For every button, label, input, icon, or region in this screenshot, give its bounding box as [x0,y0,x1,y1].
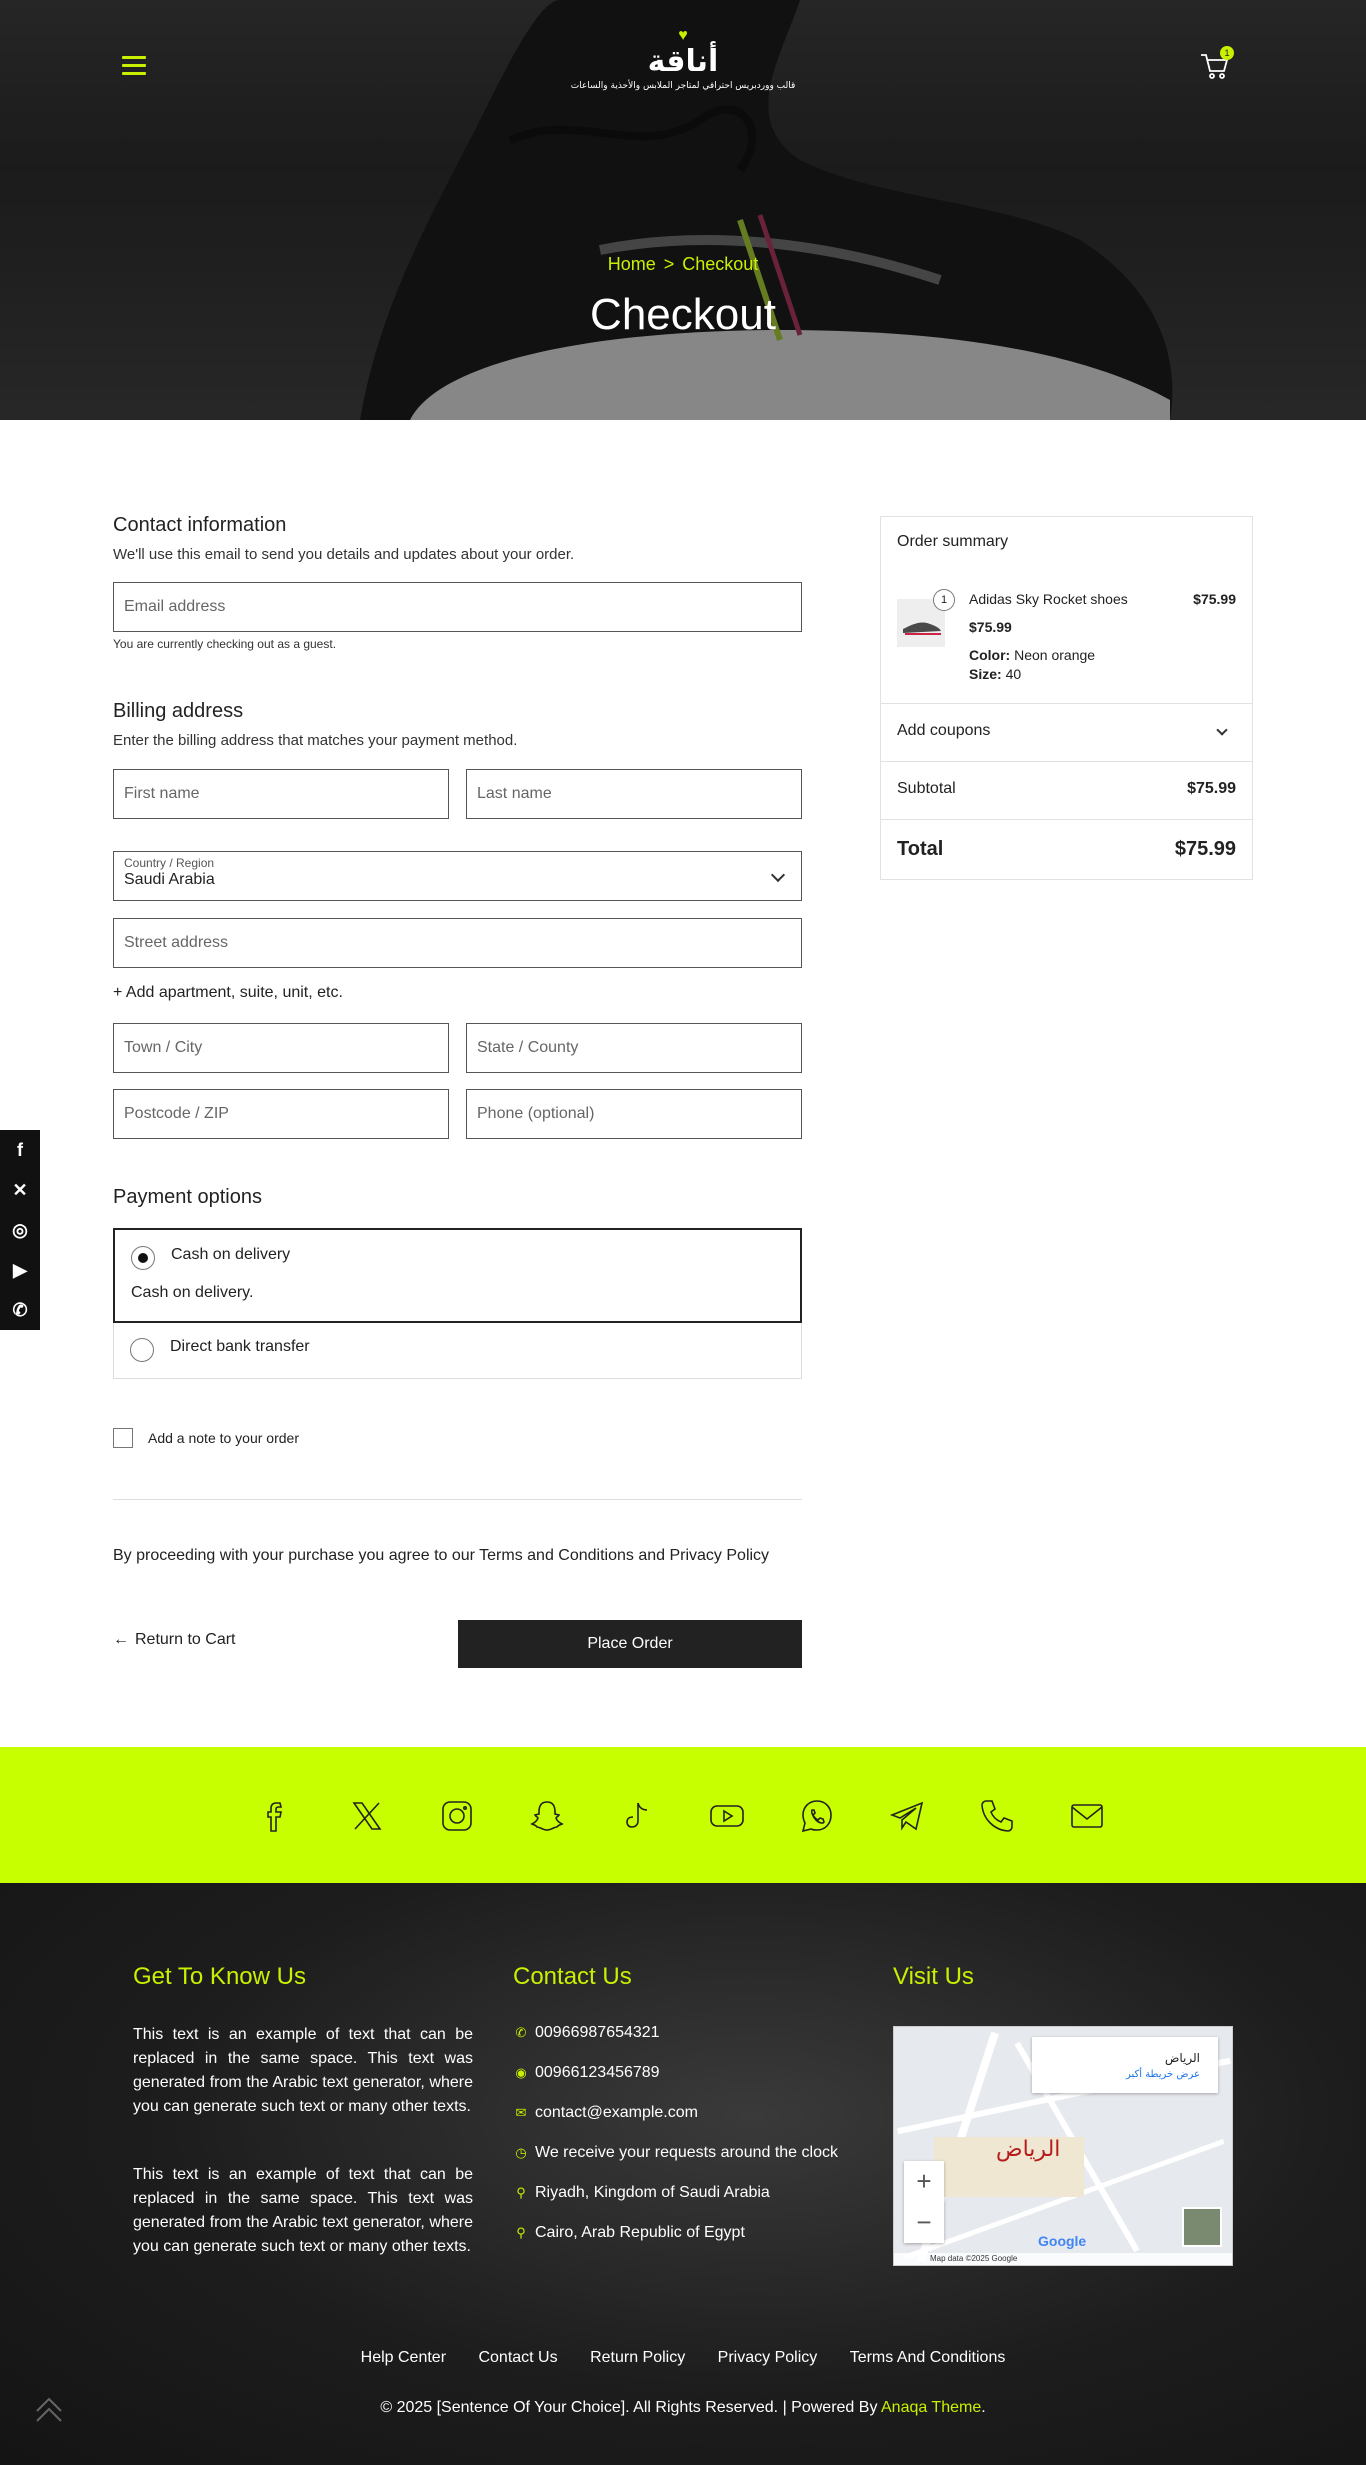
satellite-toggle[interactable] [1182,2207,1222,2247]
cart-count-badge: 1 [1220,46,1234,60]
terms-text: By proceeding with your purchase you agree to our Terms and Conditions and Privacy Policy [113,1547,770,1564]
product-name: Adidas Sky Rocket shoes [969,591,1128,607]
street-field[interactable] [113,918,802,968]
breadcrumb-separator: > [663,254,675,274]
about-paragraph-2: This text is an example of text that can be replaced in the same space. This text was generated from the Arabic text generator, where you can generate such text or many other texts. [133,2166,473,2255]
city-field[interactable] [113,1023,449,1073]
subtotal-row [881,761,1252,819]
embedded-map[interactable] [893,2026,1233,2266]
map-city-label: الرياض [996,2137,1061,2162]
map-zoom-controls [904,2161,944,2243]
bank-label: Direct bank transfer [170,1338,310,1355]
contact-whatsapp[interactable] [513,2064,660,2082]
cod-label: Cash on delivery [171,1246,291,1263]
last-name-field[interactable] [466,769,802,819]
page-title: Checkout [590,290,776,339]
product-line-total: $75.99 [1193,591,1236,607]
product-unit-price: $75.99 [969,619,1012,635]
snapchat-icon[interactable] [526,1795,568,1837]
postcode-field[interactable] [113,1089,449,1139]
instagram-icon[interactable] [436,1795,478,1837]
state-input[interactable] [477,1039,791,1057]
subtotal-value: $75.99 [1187,780,1236,797]
payment-section-title: Payment options [113,1186,262,1208]
about-title: Get To Know Us [133,1963,306,1990]
product-quantity-badge: 1 [933,589,955,611]
contact-title: Contact Us [513,1963,632,1990]
breadcrumb-home[interactable]: Home [607,254,656,274]
summary-title: Order summary [897,533,1009,550]
whatsapp-icon[interactable]: ✆ [12,1299,28,1320]
total-row [881,819,1252,879]
cod-description: Cash on delivery. [131,1284,254,1301]
bank-radio[interactable] [130,1338,154,1362]
scroll-to-top-icon[interactable] [32,2391,66,2425]
contact-location-2 [513,2224,745,2242]
add-apartment-link[interactable]: + Add apartment, suite, unit, etc. [113,984,343,1001]
cart-button[interactable] [1200,48,1232,82]
order-note-label[interactable]: Add a note to your order [148,1430,299,1446]
guest-note: You are currently checking out as a guest. [113,637,337,651]
color-label: Color: [969,647,1011,663]
logo-mark-icon: ♥ [678,27,688,44]
site-footer [0,1883,1366,2465]
map-attribution: Map data ©2025 Google [894,2253,1233,2265]
street-input[interactable] [124,934,791,952]
mail-icon: ✉ [515,2105,527,2120]
contact-us-link[interactable]: Contact Us [478,2349,558,2366]
color-value: Neon orange [1014,647,1096,663]
billing-section-title: Billing address [113,700,244,722]
facebook-icon[interactable] [256,1795,298,1837]
phone-field[interactable] [466,1089,802,1139]
x-icon[interactable]: ✕ [12,1179,28,1200]
facebook-icon[interactable]: f [17,1139,23,1160]
menu-icon[interactable] [122,56,146,76]
x-icon[interactable] [346,1795,388,1837]
return-label: Return to Cart [135,1631,236,1648]
country-value: Saudi Arabia [124,871,215,888]
instagram-icon[interactable]: ◎ [12,1219,28,1240]
state-field[interactable] [466,1023,802,1073]
whatsapp-icon[interactable] [796,1795,838,1837]
product-size [969,666,1021,682]
terms-link[interactable]: Terms And Conditions [849,2349,1006,2366]
first-name-input[interactable] [124,785,438,803]
contact-location-1 [513,2184,770,2202]
copyright-text: © 2025 [Sentence Of Your Choice]. All Rights Reserved. | Powered By [380,2399,878,2416]
phone-input[interactable] [477,1105,791,1123]
help-center-link[interactable]: Help Center [360,2349,447,2366]
product-color [969,647,1095,663]
payment-option-cod[interactable] [113,1228,802,1323]
whatsapp-number: 00966123456789 [535,2064,660,2081]
youtube-icon[interactable] [706,1795,748,1837]
city-input[interactable] [124,1039,438,1057]
total-label: Total [897,838,944,860]
site-logo[interactable] [560,28,806,92]
contact-hours [513,2144,838,2162]
social-icons-band [0,1747,1366,1883]
last-name-input[interactable] [477,785,791,803]
size-value: 40 [1005,666,1022,682]
return-policy-link[interactable]: Return Policy [590,2349,686,2366]
email-input[interactable] [124,598,791,616]
whatsapp-icon: ◉ [515,2065,527,2080]
order-note-checkbox[interactable] [113,1428,133,1448]
cod-radio[interactable] [131,1246,155,1270]
contact-section-title: Contact information [113,514,287,536]
copyright [0,2399,1366,2417]
mail-icon[interactable] [1066,1795,1108,1837]
map-info-card [1032,2037,1218,2093]
zoom-in-button[interactable]: + [916,2166,932,2196]
location-2: Cairo, Arab Republic of Egypt [535,2224,745,2241]
tiktok-icon[interactable] [616,1795,658,1837]
breadcrumb [0,254,1366,275]
copyright-dot: . [981,2399,986,2416]
clock-icon: ◷ [515,2145,527,2160]
phone-icon[interactable] [976,1795,1018,1837]
contact-section-subtitle: We'll use this email to send you details and updates about your order. [113,546,575,563]
map-place-name: الرياض [1164,2051,1200,2065]
first-name-field[interactable] [113,769,449,819]
location-pin-icon: ⚲ [516,2225,526,2240]
email-address: contact@example.com [535,2104,698,2121]
billing-section-subtitle: Enter the billing address that matches your payment method. [113,732,518,749]
size-label: Size: [969,666,1002,682]
theme-link[interactable]: Anaqa Theme [881,2399,982,2416]
add-coupons-row[interactable] [881,703,1252,761]
logo-name: أناقة [647,44,719,79]
phone-icon: ✆ [515,2025,527,2040]
location-1: Riyadh, Kingdom of Saudi Arabia [535,2184,770,2201]
subtotal-label: Subtotal [897,780,956,797]
postcode-input[interactable] [124,1105,438,1123]
google-logo: Google [1038,2233,1087,2249]
arrow-left-icon: ← [113,1631,129,1648]
email-field[interactable] [113,582,802,632]
logo-tagline: قالب ووردبريس احترافي لمتاجر الملابس والأحذية والساعات [570,81,796,91]
contact-email[interactable] [513,2104,698,2122]
add-coupons-label: Add coupons [897,722,991,739]
side-social-bar [0,1130,40,1330]
view-larger-map-link[interactable]: عرض خريطة أكبر [1125,2069,1200,2080]
payment-option-bank[interactable] [113,1323,802,1379]
chevron-down-icon [1216,724,1227,735]
zoom-out-button[interactable]: − [916,2207,932,2237]
return-to-cart-link[interactable] [113,1631,235,1649]
country-label: Country / Region [124,856,215,870]
contact-phone[interactable] [513,2024,660,2042]
visit-title: Visit Us [893,1963,974,1990]
total-value: $75.99 [1174,838,1236,860]
privacy-policy-link[interactable]: Privacy Policy [717,2349,818,2366]
phone-number: 00966987654321 [535,2024,660,2041]
youtube-icon[interactable]: ▶ [13,1259,27,1280]
footer-links [0,2349,1366,2367]
about-paragraph-1: This text is an example of text that can be replaced in the same space. This text was generated from the Arabic text generator, where you can generate such text or many other texts. [133,2026,473,2115]
country-select[interactable] [113,851,802,901]
telegram-icon[interactable] [886,1795,928,1837]
place-order-button[interactable]: Place Order [458,1620,802,1668]
location-pin-icon: ⚲ [516,2185,526,2200]
breadcrumb-current: Checkout [682,254,759,274]
hours-text: We receive your requests around the clock [535,2144,838,2161]
order-summary [880,516,1253,880]
divider [113,1499,802,1500]
